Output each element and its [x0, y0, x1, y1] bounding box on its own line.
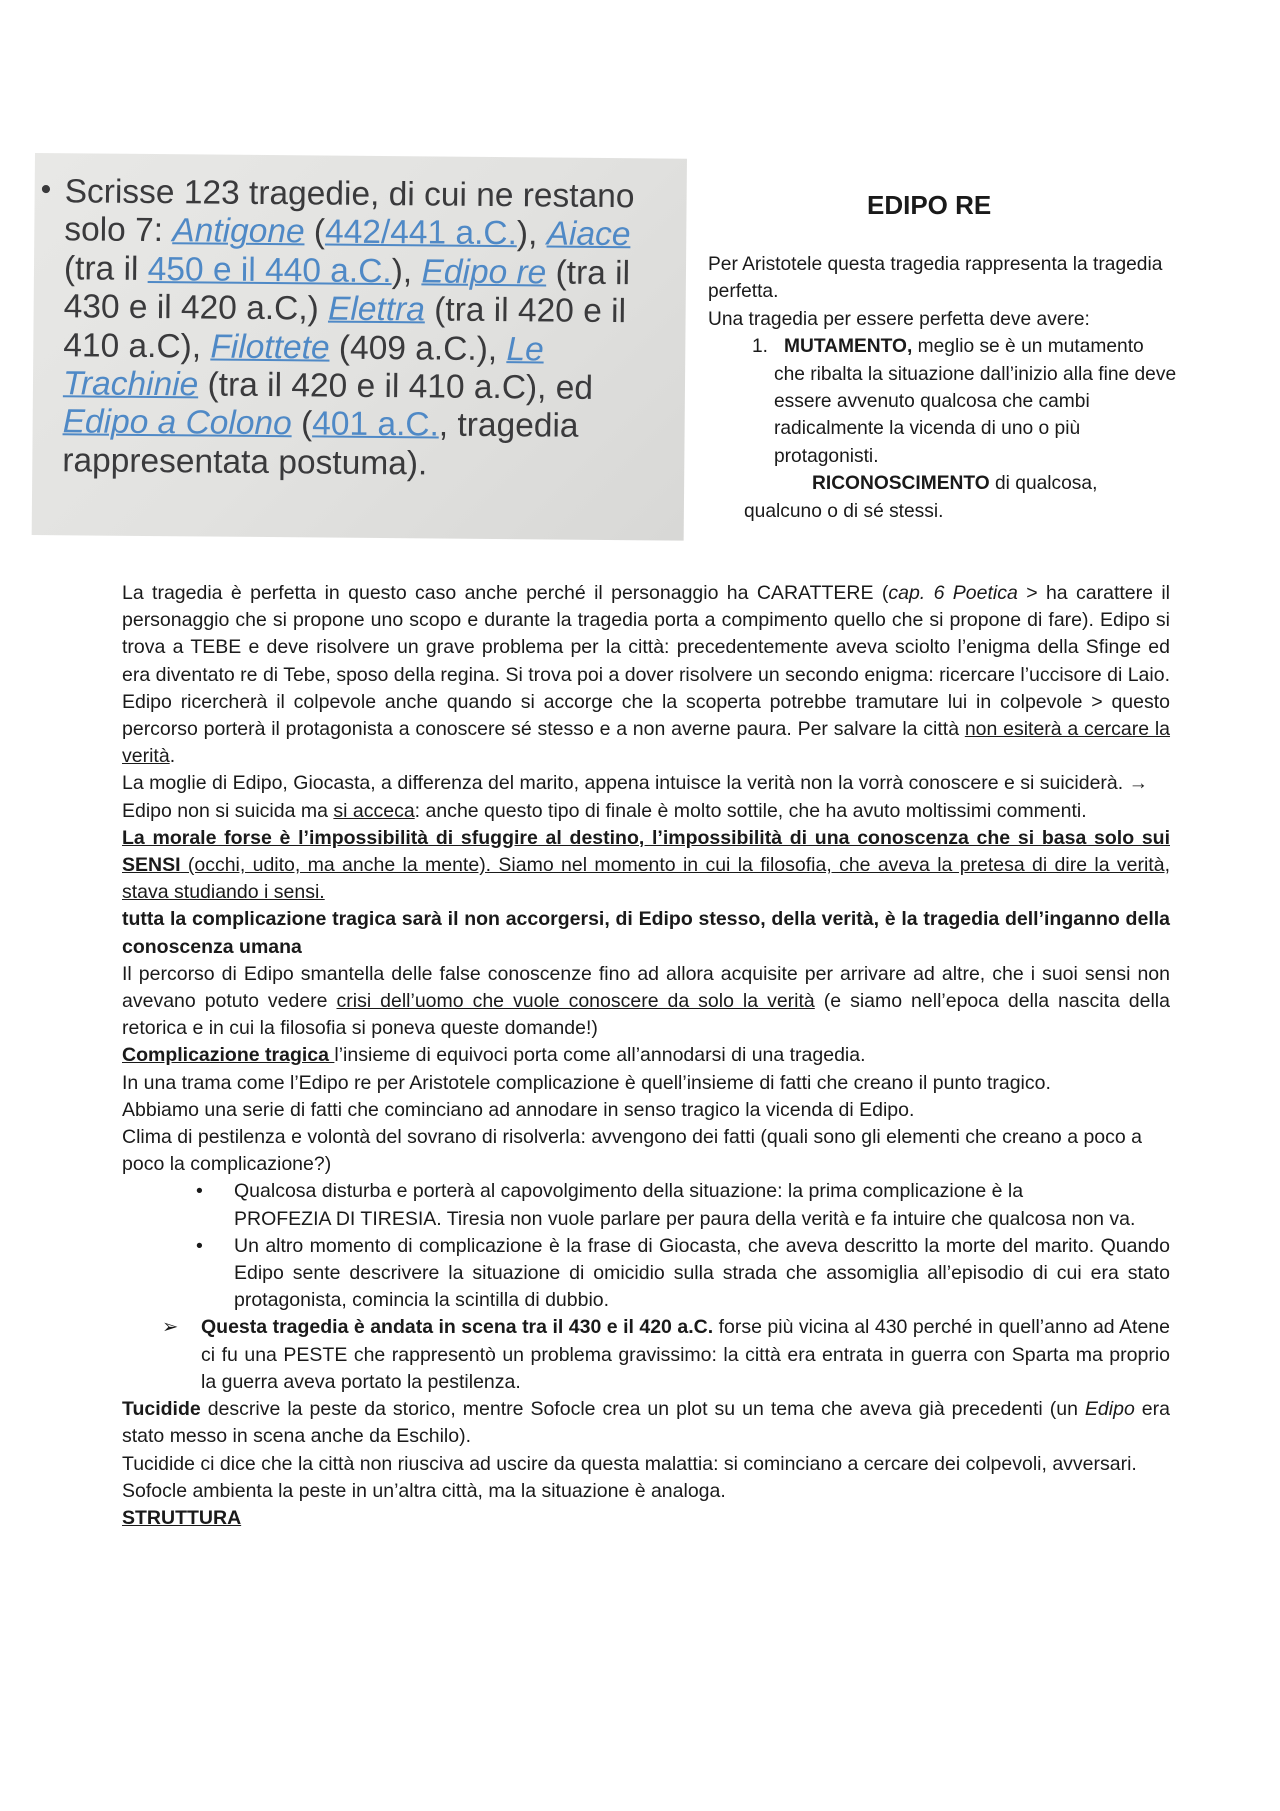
- paragraph: Per Aristotele questa tragedia rappresenta la tragedia perfetta.: [708, 254, 1163, 303]
- photo-text: ),: [391, 252, 422, 291]
- text: descrive la peste da storico, mentre Sofocle crea un plot su un tema che aveva già precedenti (un: [200, 1398, 1085, 1421]
- riconoscimento-item: [744, 470, 1178, 525]
- link-aiace[interactable]: Aiace: [546, 215, 631, 254]
- text: La tragedia è perfetta in questo caso anche perché il personaggio ha CARATTERE (: [122, 582, 889, 604]
- item-number: 1.: [752, 336, 769, 358]
- section-heading-struttura: STRUTTURA: [122, 1506, 242, 1529]
- paragraph-tucidide: [122, 1396, 1170, 1450]
- text: Un altro momento di complicazione è la frase di Giocasta, che aveva descritto la morte del marito. Quando Edipo sente descrivere la situazione di omicidio sulla strada che assomiglia all’episodio di cui era stato protagonista, comincia la scintilla di dubbio.: [234, 1234, 1170, 1312]
- paragraph-carattere: [122, 580, 1170, 770]
- link-antigone-date[interactable]: 442/441 a.C.: [324, 213, 518, 253]
- citation: cap. 6 Poetica: [888, 582, 1018, 604]
- text: (occhi, udito, ma anche la mente). Siamo nel momento in cui la filosofia, che aveva la pretesa di dire la verità, stava studiando i sensi.: [122, 854, 1170, 904]
- riconoscimento-term: RICONOSCIMENTO: [812, 473, 990, 495]
- paragraph: In una trama come l’Edipo re per Aristotele complicazione è quell’insieme di fatti che creano il punto tragico.: [122, 1071, 1051, 1094]
- photo-text: (: [291, 405, 313, 443]
- bullet-icon: •: [196, 1234, 203, 1257]
- paragraph-percorso: [122, 961, 1170, 1043]
- text: La moglie di Edipo, Giocasta, a differenza del marito, appena intuisce la verità non la vorrà conoscere e si suiciderà.: [122, 772, 1129, 795]
- link-antigone[interactable]: Antigone: [172, 212, 305, 251]
- page-title: EDIPO RE: [867, 190, 992, 220]
- arrow-icon: →: [1128, 772, 1149, 795]
- link-trachinie[interactable]: Le Trachinie: [62, 330, 544, 404]
- text: Il percorso di Edipo smantella delle false conoscenze fino ad allora acquisite per arrivare ad altre, che i suoi sensi non avevano potuto vedere: [122, 962, 1170, 1013]
- photo-text: (: [304, 213, 326, 251]
- photo-text: (409 a.C.),: [329, 329, 507, 368]
- item-text: di qualcosa, qualcuno o di sé stessi.: [744, 473, 1098, 522]
- bullet-icon: •: [196, 1180, 203, 1203]
- text: Edipo non si suicida ma: [122, 799, 334, 822]
- photo-text: (tra il 420 e il 410 a.C),: [63, 291, 627, 366]
- arrow-item-peste: [122, 1314, 1170, 1396]
- paragraph-morale: [122, 825, 1170, 907]
- bold-text: La morale forse è l’impossibilità di sfuggire al destino, l’impossibilità di una conoscenza che si basa solo sui SENSI: [122, 826, 1170, 877]
- photo-text: Scrisse 123 tragedie, di cui ne restano solo 7:: [64, 173, 635, 250]
- photo-text: (tra il 420 e il 410 a.C), ed: [198, 366, 594, 407]
- link-filottete[interactable]: Filottete: [210, 328, 330, 367]
- text: > ha carattere il personaggio che si propone uno scopo e durante la tragedia porta a compimento quello che si propone di fare). Edipo si trova a TEBE e deve risolvere un grave problema per la città: precedentemente aveva sciolto l’enigma della Sfinge ed era diventato re di Tebe, sposo della regina. Si trova poi a dover risolvere un secondo enigma: ricercare l’uccisore di Laio. Edipo ricercherà il colpevole anche quando si accorge che la scoperta potrebbe tramutare lui in colpevole > questo percorso porterà il protagonista a conoscere sé stesso e a non averne paura. Per salvare la città: [122, 582, 1170, 741]
- arrow-bullet-icon: ➢: [162, 1316, 179, 1339]
- paragraph: Tucidide ci dice che la città non riusciva ad uscire da questa malattia: si cominciano a cercare dei colpevoli, avversari. Sofocle ambienta la peste in un’altra città, ma la situazione è analoga.: [122, 1452, 1137, 1502]
- underlined-text: crisi dell’uomo che vuole conoscere da solo la verità: [336, 990, 815, 1013]
- link-edipo-re[interactable]: Edipo re: [421, 253, 547, 292]
- paragraph-complicazione-tragica: [122, 1042, 1170, 1069]
- paragraph-giocasta: [122, 770, 1170, 824]
- link-elettra[interactable]: Elettra: [327, 290, 426, 329]
- text: Qualcosa disturba e porterà al capovolgimento della situazione: la prima complicazione è la: [234, 1180, 1024, 1203]
- main-body: [122, 580, 1170, 1532]
- text: era stato messo in scena anche da Eschilo).: [122, 1398, 1170, 1448]
- text: (e siamo nell’epoca della nascita della retorica e in cui la filosofia si poneva queste domande!): [122, 990, 1170, 1040]
- mutamento-term: MUTAMENTO,: [784, 336, 913, 358]
- numbered-item: [736, 333, 1178, 470]
- underlined-text: non esiterà a cercare la verità: [122, 718, 1171, 768]
- text: : anche questo tipo di finale è molto sottile, che ha avuto moltissimi commenti.: [414, 799, 1087, 822]
- italic-text: Edipo: [1084, 1398, 1135, 1421]
- photo-text: , tragedia rappresentata postuma).: [62, 406, 579, 483]
- bullet-item-tiresia: [122, 1178, 1170, 1232]
- paragraph: Abbiamo una serie di fatti che cominciano ad annodare in senso tragico la vicenda di Edipo.: [122, 1098, 915, 1121]
- text: PROFEZIA DI TIRESIA. Tiresia non vuole parlare per paura della verità e fa intuire che qualcosa non va.: [234, 1207, 1136, 1230]
- textbook-photo: [32, 153, 687, 541]
- link-aiace-date[interactable]: 450 e il 440 a.C.: [147, 250, 392, 290]
- underlined-text: si acceca: [333, 799, 415, 822]
- paragraph-complicazione-bold: tutta la complicazione tragica sarà il non accorgersi, di Edipo stesso, della verità, è la tragedia dell’inganno della conoscenza umana: [122, 908, 1170, 958]
- photo-text: ),: [516, 215, 547, 253]
- link-colono-date[interactable]: 401 a.C.: [312, 405, 440, 444]
- bullet-item-giocasta: [122, 1233, 1170, 1315]
- bold-text: Questa tragedia è andata in scena tra il 430 e il 420 a.C.: [201, 1316, 714, 1339]
- photo-text: (tra il 430 e il 420 a.C,): [63, 254, 631, 328]
- photo-text: (tra il: [63, 250, 148, 288]
- paragraph: Una tragedia per essere perfetta deve avere:: [708, 308, 1090, 330]
- text: l’insieme di equivoci porta come all’annodarsi di una tragedia.: [334, 1044, 866, 1067]
- text: .: [169, 745, 176, 768]
- bold-text: Tucidide: [122, 1398, 201, 1421]
- text: forse più vicina al 430 perché in quell’anno ad Atene ci fu una PESTE che rappresentò un problema gravissimo: la città era entrata in guerra con Sparta ma proprio la guerra aveva portato la pestilenza.: [201, 1316, 1170, 1393]
- link-edipo-a-colono[interactable]: Edipo a Colono: [62, 403, 292, 443]
- aristotle-section: [708, 251, 1178, 525]
- bold-underlined-text: Complicazione tragica: [122, 1044, 335, 1067]
- photo-bullet: •: [40, 173, 52, 207]
- paragraph: Clima di pestilenza e volontà del sovrano di risolverla: avvengono dei fatti (quali sono gli elementi che creano a poco a poco la complicazione?): [122, 1126, 1143, 1176]
- item-text: meglio se è un mutamento che ribalta la situazione dall’inizio alla fine deve essere avvenuto qualcosa che cambi radicalmente la vicenda di uno o più protagonisti.: [774, 336, 1177, 467]
